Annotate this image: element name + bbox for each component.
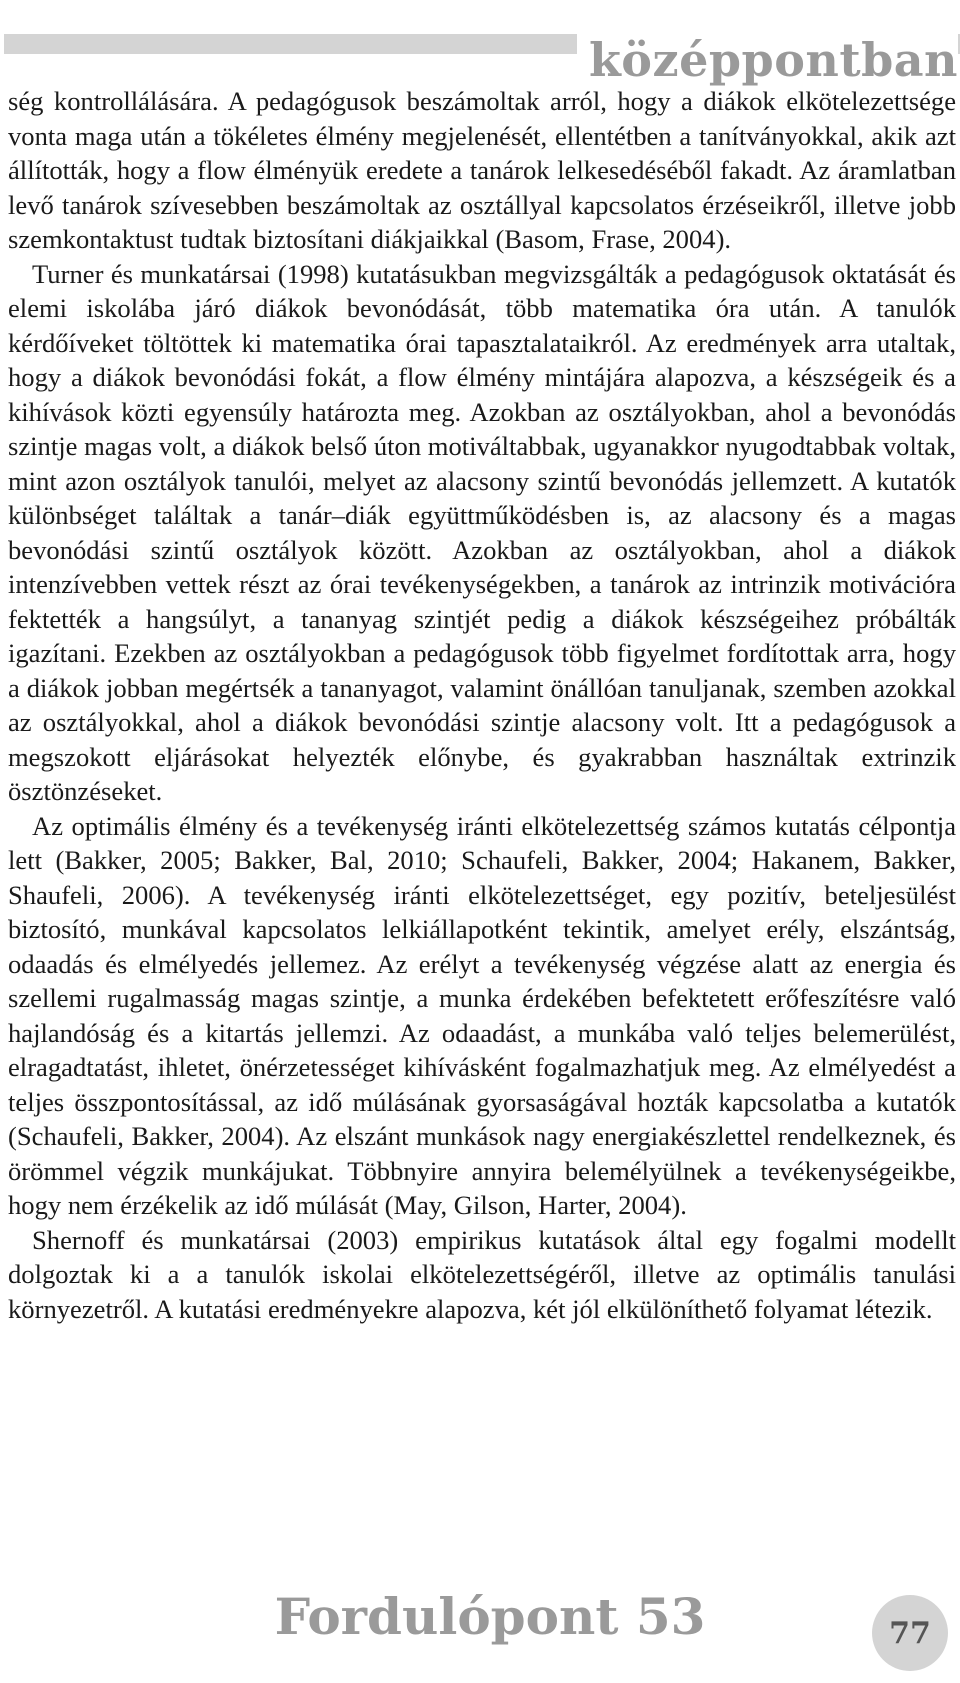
paragraph: Az optimális élmény és a tevékenység iránti elkötelezettség számos kutatás célpontja lett (Bakker, 2005; Bakker, Bal, 2010; Schaufeli, Bakker, 2004; Hakanem, Bakker, Shaufeli, 2006). A tevékenység iránti elkötelezettséget, egy pozitív, beteljesülést biztosító, munkával kapcsolatos lelkiállapotként tekintik, amelyet erély, elszántság, odaadás és elmélyedés jellemez. Az erélyt a tevékenység végzése alatt az energia és szellemi rugalmasság magas szintje, a munka érdekében befektetett erőfeszítésre való hajlandóság és a kitartás jellemzi. Az odaadást, a munkába való teljes belemerülést, elragadtatást, ihletet, önérzetességet kihívásként fogalmazhatjuk meg. Az elmélyedést a teljes összpontosítással, az idő múlásának gyorsaságával hozták kapcsolatba a kutatók (Schaufeli, Bakker, 2004). Az elszánt munkások nagy energiakészlettel rendelkeznek, és örömmel végzik munkájukat. Többnyire annyira belemélyülnek a tevékenységeikbe, hogy nem érzékelik az idő múlását (May, Gilson, Harter, 2004). bbox=[8, 810, 956, 1220]
journal-title: Fordulópont 53 bbox=[274, 1587, 706, 1646]
paragraph: ség kontrollálására. A pedagógusok beszámoltak arról, hogy a diákok elkötelezettsége vonta maga után a tökéletes élmény megjelenését, ellentétben a tanítványokkal, akik azt állították, hogy a flow élményük eredete a tanárok lelkesedéséből fakadt. Az áramlatban levő tanárok szívesebben beszámoltak az osztállyal kapcsolatos érzéseikről, illetve jobb szemkontaktust tudtak biztosítani diákjaikkal (Basom, Frase, 2004). bbox=[8, 86, 956, 254]
page-number: 77 bbox=[872, 1595, 948, 1671]
article-body bbox=[8, 84, 956, 1326]
section-title: középpontban bbox=[577, 32, 958, 88]
header-bar bbox=[4, 33, 960, 87]
paragraph: Shernoff és munkatársai (2003) empirikus kutatások által egy fogalmi modellt dolgoztak ki a a tanulók iskolai elkötelezettségéről, illetve az optimális tanulási környezetről. A kutatási eredményekre alapozva, két jól elkülöníthető folyamat létezik. bbox=[8, 1224, 956, 1324]
paragraph: Turner és munkatársai (1998) kutatásukban megvizsgálták a pedagógusok oktatását és elemi iskolába járó diákok bevonódását, több matematika óra után. A tanulók kérdőíveket töltöttek ki matematika órai tapasztalataikról. Az eredmények arra utaltak, hogy a diákok bevonódási fokát, a flow élmény mintájára alapozva, a készségeik és a kihívások közti egyensúly határozta meg. Azokban az osztályokban, ahol a bevonódás szintje magas volt, a diákok belső úton motiváltabbak, ugyanakkor nyugodtabbak voltak, mint azon osztályok tanulói, melyet az alacsony szintű bevonódás jellemzett. A kutatók különbséget találtak a tanár–diák együttműködésben is, az alacsony és a magas bevonódási szintű osztályok között. Azokban az osztályokban, ahol a diákok intenzívebben vettek részt az órai tevékenységekben, a tanárok az intrinzik motivációra fektették a hangsúlyt, a tananyag szintjét pedig a diákok készségeihez próbálták igazítani. Ezekben az osztályokban a pedagógusok több figyelmet fordítottak arra, hogy a diákok jobban megértsék a tananyagot, valamint önállóan tanuljanak, szemben azokkal az osztályokkal, ahol a diákok bevonódási szintje alacsony volt. Itt a pedagógusok a megszokott eljárásokat helyezték előnybe, és gyakrabban használtak extrinzik ösztönzéseket. bbox=[8, 258, 956, 806]
